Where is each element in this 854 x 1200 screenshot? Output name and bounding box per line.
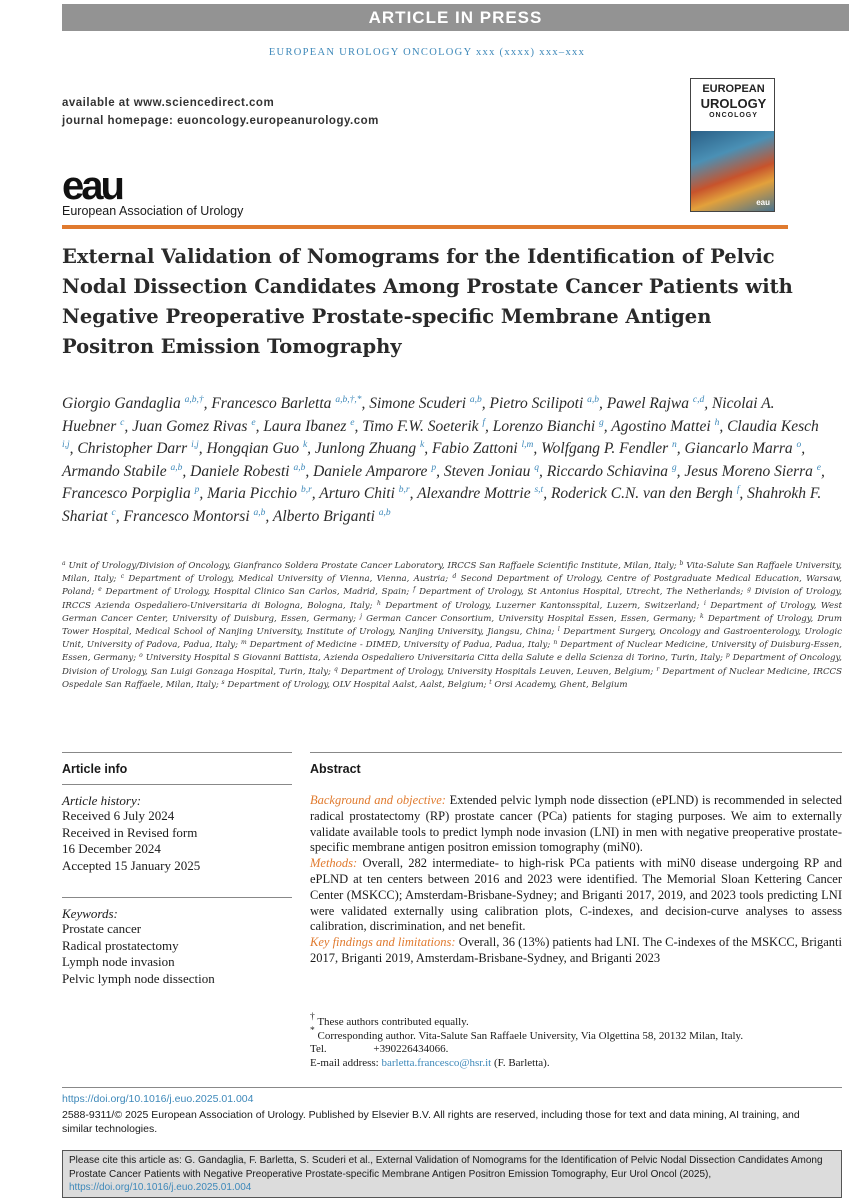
keyword: Pelvic lymph node dissection [62, 970, 215, 986]
abstract-findings [310, 935, 842, 967]
equal-contribution-mark: † [310, 1012, 315, 1022]
author [611, 418, 719, 435]
author-name: Claudia Kesch [727, 417, 819, 435]
author-name: Agostino Mattei [611, 417, 711, 435]
article-info-heading: Article info [62, 762, 128, 776]
homepage-line: journal homepage: euoncology.europeanurology.com [62, 115, 379, 127]
author-name: Steven Joniau [443, 462, 531, 480]
author-affiliation-marks: p [431, 462, 437, 473]
author-name: Maria Picchio [207, 485, 298, 503]
history-line: Received 6 July 2024 [62, 808, 175, 823]
author-name: Christopher Darr [77, 440, 188, 458]
affiliation-text: Department of Urology, West German Cancer Center, University of Duisburg, Essen, Germany; [62, 600, 842, 624]
copyright-notice: 2588-9311/© 2025 European Association of Urology. Published by Elsevier B.V. All rights are reserved, including those for text and data mining, AI training, and similar technologies. [62, 1109, 800, 1135]
affiliation-text: Department of Urology, Medical University of Vienna, Vienna, Austria; [128, 574, 449, 585]
affiliation-text: University Hospital S Giovanni Battista, Azienda Ospedaliero Universitaria Citta della Salute e della Scienza di Torino, Turin, Italy; [145, 653, 723, 664]
telephone-note: Tel. +390226434066. [310, 1043, 449, 1055]
email-link[interactable]: barletta.francesco@hsr.it [381, 1056, 492, 1069]
author-affiliation-marks: g [599, 417, 604, 428]
affiliation-key: o [139, 652, 143, 660]
author [211, 395, 361, 412]
author [124, 508, 266, 525]
affiliation-text: Department of Urology, OLV Hospital Aalst, Aalst, Belgium; [227, 679, 487, 690]
author-name: Juan Gomez Rivas [132, 417, 248, 435]
author-affiliation-marks: g [671, 462, 677, 473]
keyword: Radical prostatectomy [62, 937, 179, 953]
author-affiliation-marks: c [120, 417, 125, 428]
cover-title-line2: UROLOGY [700, 96, 767, 111]
article-history [62, 808, 200, 874]
author-affiliation-marks: l,m [521, 440, 534, 451]
author-name: Riccardo Schiavina [546, 462, 668, 480]
footnotes [310, 1012, 842, 1070]
author-affiliation-marks: n [672, 440, 677, 451]
author [417, 485, 543, 502]
author-affiliation-marks: a,b [587, 395, 600, 405]
author-affiliation-marks: e [350, 417, 355, 428]
eau-logo-text: eau [62, 166, 122, 204]
citation-box [62, 1150, 842, 1198]
author [273, 508, 391, 525]
affiliation-text: Department of Nuclear Medicine, University of Duisburg-Essen, Essen, Germany; [62, 640, 843, 664]
journal-availability [62, 94, 379, 130]
author [77, 440, 198, 457]
author-affiliation-marks: a,b,† [184, 395, 204, 405]
history-line: 16 December 2024 [62, 841, 161, 856]
affiliation-key: g [747, 586, 751, 594]
affiliation-text: Department of Urology, St Antonius Hospital, Utrecht, The Netherlands; [419, 587, 744, 598]
author [444, 463, 539, 480]
keywords-separator [62, 897, 292, 898]
author [432, 440, 533, 457]
author [684, 463, 821, 480]
author [62, 463, 182, 480]
keywords-label: Keywords: [62, 906, 118, 921]
corresponding-author-note: * Corresponding author. Vita-Salute San Raffaele University, Via Olgettina 58, 20132 Milan, Italy. [310, 1025, 744, 1042]
author-affiliation-marks: q [534, 462, 539, 473]
author-name: Daniele Robesti [190, 462, 290, 480]
affiliation-text: Orsi Academy, Ghent, Belgium [494, 679, 628, 690]
affiliation-text: Department of Urology, University Hospitals Leuven, Leuven, Belgium; [340, 666, 654, 677]
author [369, 395, 482, 412]
author-name: Francesco Montorsi [123, 507, 250, 525]
author-name: Armando Stabile [62, 462, 167, 480]
affiliation-text: Department of Medicine - DIMED, University of Padua, Padua, Italy; [249, 640, 551, 651]
author-affiliation-marks: h [714, 417, 720, 428]
author-name: Junlong Zhuang [314, 440, 417, 458]
author [315, 440, 424, 457]
equal-contribution-note: † These authors contributed equally. [310, 1012, 469, 1028]
author-affiliation-marks: f [736, 485, 740, 496]
cover-title-line3: ONCOLOGY [709, 112, 758, 119]
background-text: Extended pelvic lymph node dissection (ePLND) is recommended in selected radical prostatectomy (RP) prostate cancer (PCa) patients for staging purposes. We aim to externally validate available tools to predict lymph node invasion (LNI) in men with negative preoperative prostate-specific membrane antigen positron emission tomography (miN0). [310, 793, 843, 855]
author-name: Jesus Moreno Sierra [684, 462, 813, 480]
affiliation-text: Vita-Salute San Raffaele University, Milan, Italy; [62, 561, 843, 585]
affiliations [62, 560, 842, 692]
affiliation-key: t [489, 678, 492, 686]
affiliation-key: b [679, 560, 684, 567]
author-name: Giorgio Gandaglia [62, 395, 181, 412]
author-name: Wolfgang P. Fendler [541, 440, 669, 458]
author [132, 418, 255, 435]
author [362, 418, 485, 435]
author [607, 395, 704, 412]
author-name: Arturo Chiti [319, 485, 395, 503]
email-note: E-mail address: barletta.francesco@hsr.it (F. Barletta). [310, 1056, 550, 1069]
author-affiliation-marks: c,d [692, 395, 705, 405]
affiliation-key: a [62, 560, 66, 567]
author-name: Timo F.W. Soeterik [362, 417, 479, 435]
author-name: Pawel Rajwa [606, 395, 689, 412]
affiliation-text: Department of Urology, Luzerner Kantonsspital, Luzern, Switzerland; [385, 600, 700, 611]
author-name: Fabio Zattoni [431, 440, 518, 458]
author-affiliation-marks: f [482, 417, 486, 428]
author-affiliation-marks: i,j [191, 440, 199, 451]
author-affiliation-marks: a,b [293, 462, 306, 473]
affiliation-key: f [413, 586, 416, 594]
findings-label: Key findings and limitations: [310, 935, 456, 950]
author-affiliation-marks: o [796, 440, 802, 451]
author [62, 395, 204, 412]
affiliation-key: l [557, 626, 560, 634]
author-affiliation-marks: e [816, 462, 821, 473]
author-affiliation-marks: b,r [300, 485, 312, 496]
keyword: Lymph node invasion [62, 954, 175, 969]
affiliation-text: Department of Urology, Drum Tower Hospital, Medical School of Nanjing University, Institute of Urology, Nanjing University, Jiangsu, China; [62, 613, 842, 638]
author [541, 440, 677, 457]
abstract-heading: Abstract [310, 762, 361, 776]
affiliation-key: e [98, 586, 102, 594]
affiliation-key: r [656, 665, 660, 673]
corresponding-author-mark: * [310, 1025, 315, 1036]
author-affiliation-marks: c [111, 507, 116, 518]
author-name: Simone Scuderi [369, 395, 467, 412]
author-name: Nicolai A. Huebner [62, 395, 775, 435]
author-name: Laura Ibanez [263, 417, 347, 435]
sciencedirect-line: available at www.sciencedirect.com [62, 97, 275, 109]
background-label: Background and objective: [310, 793, 446, 807]
author-name: Alberto Briganti [272, 507, 375, 525]
author-affiliation-marks: b,r [398, 485, 410, 496]
author-affiliation-marks: a,b,†,* [335, 395, 362, 405]
header-rule [62, 225, 788, 229]
history-line: Received in Revised form [62, 824, 198, 840]
citation-text: Please cite this article as: G. Gandaglia, F. Barletta, S. Scuderi et al., External Validation of Nomograms for the Identification of Pelvic Nodal Dissection Candidates Among Prostate Cancer Patients with Negative Preoperative Prostate-specific Membrane Antigen Positron Emission Tomography, Eur Urol Oncol (2025), [69, 1155, 823, 1180]
affiliation-key: j [360, 612, 363, 620]
author-name: Daniele Amparore [313, 462, 428, 480]
affiliation-key: c [120, 573, 125, 581]
author-affiliation-marks: k [302, 440, 308, 451]
author-name: Alexandre Mottrie [417, 485, 531, 503]
affiliation-key: m [241, 639, 247, 647]
author-affiliation-marks: i,j [62, 440, 70, 451]
methods-label: Methods: [310, 856, 358, 871]
affiliation-key: n [553, 639, 558, 647]
author-affiliation-marks: a,b [378, 507, 391, 518]
footer-rule [62, 1087, 842, 1088]
author [190, 463, 305, 480]
abstract-top-rule [310, 752, 842, 753]
cover-title-line1: EUROPEAN [702, 83, 765, 95]
author-affiliation-marks: a,b [170, 462, 183, 473]
author-name: Lorenzo Bianchi [492, 417, 596, 435]
keywords-list [62, 921, 215, 987]
methods-text: Overall, 282 intermediate- to high-risk PCa patients with miN0 disease undergoing RP and ePLND at ten centers between 2016 and 2023 were identified. The Memorial Sloan Kettering Cancer Center (MSKCC); Amsterdam-Brisbane-Sydney; and Briganti 2017, 2019, and 2023 tools predicting LNI were validated externally using calibration plots, C-indexes, and decision-curve analyses to assess calibration, discrimination, and net benefit. [310, 856, 842, 934]
affiliation-key: i [703, 599, 706, 607]
affiliation-key: k [700, 612, 704, 620]
author-affiliation-marks: a,b [469, 395, 482, 405]
author-name: Giancarlo Marra [684, 440, 793, 458]
affiliation-text: Department Surgery, Oncology and Gastroenterology, Urologic Unit, University of Padova, Padua, Italy; [62, 627, 843, 651]
author [319, 485, 409, 502]
author-name: Hongqian Guo [206, 440, 300, 458]
author [490, 395, 599, 412]
author-list: Giorgio Gandaglia $^{a,b,\dagger}$, Francesco Barletta $^{a,b,\dagger,*}$, Simone Scuderi $^{a,b}$, Pietro Scilipoti $^{a,b}$, Pawel Rajwa $^{c,d}$, Nicolai A. Huebner $^c$, Juan Gomez Rivas $^e$, Laura Ibanez $^e$, Timo F.W. Soeterik $^f$, Lorenzo Bianchi $^g$, Agostino Mattei $^h$, Claudia Kesch $^{i,j}$, Christopher Darr $^{i,j}$, Hongqian Guo $^k$, Junlong Zhuang $^k$, Fabio Zattoni $^{l,m}$, Wolfgang P. Fendler $^n$, Giancarlo Marra $^o$, Armando Stabile $^{a,b}$, Daniele Robesti $^{a,b}$, Daniele Amparore $^p$, Steven Joniau $^q$, Riccardo Schiavina $^g$, Jesus Moreno Sierra $^e$, Francesco Porpiglia $^p$, Maria Picchio $^{b,r}$, Arturo Chiti $^{b,r}$, Alexandre Mottrie $^{s,t}$, Roderick C.N. van den Bergh $^f$, Shahrokh F. Shariat $^c$, Francesco Montorsi $^{a,b}$, Alberto Briganti $^{a,b}$ [62, 395, 825, 525]
article-title: External Validation of Nomograms for the Identification of Pelvic Nodal Dissection Candidates Among Prostate Cancer Patients with Negative Preoperative Prostate-specific Membrane Antigen Positron Emission Tomography [62, 245, 793, 358]
author-affiliation-marks: p [194, 485, 200, 496]
author-affiliation-marks: s,t [534, 485, 544, 496]
keyword: Prostate cancer [62, 921, 142, 936]
author-name: Roderick C.N. van den Bergh [550, 485, 733, 503]
author [685, 440, 802, 457]
doi-link[interactable]: https://doi.org/10.1016/j.euo.2025.01.004 [62, 1093, 254, 1105]
eau-logo [62, 166, 158, 204]
history-line: Accepted 15 January 2025 [62, 857, 201, 873]
journal-cover-thumbnail [690, 78, 775, 212]
society-name: European Association of Urology [62, 204, 244, 218]
article-info-separator [62, 784, 292, 785]
author-affiliation-marks: k [419, 440, 425, 451]
affiliation-key: p [725, 652, 730, 660]
affiliation-text: Second Department of Urology, Centre of Postgraduate Medical Education, Warsaw, Poland; [62, 574, 843, 598]
affiliation-text: German Cancer Consortium, University Hospital Essen, Essen, Germany; [366, 613, 696, 624]
affiliation-text: Department of Oncology, Division of Urology, San Luigi Gonzaga Hospital, Turin, Italy; [62, 653, 842, 677]
author [207, 440, 308, 457]
affiliation-text: Department of Nuclear Medicine, IRCCS Ospedale San Raffaele, Milan, Italy; [62, 666, 842, 690]
author [62, 485, 199, 502]
affiliation-text: Unit of Urology/Division of Oncology, Gianfranco Soldera Prostate Cancer Laboratory, IRCCS San Raffaele Scientific Institute, Milan, Italy; [68, 561, 677, 571]
author [263, 418, 354, 435]
author-affiliation-marks: e [251, 417, 256, 428]
affiliation-key: h [376, 599, 381, 607]
author [313, 463, 436, 480]
author [207, 485, 312, 502]
author-name: Pietro Scilipoti [489, 395, 584, 412]
affiliation-text: Division of Urology, IRCCS Azienda Ospedaliero-Universitaria di Bologna, Bologna, Italy; [62, 587, 843, 611]
abstract-methods [310, 856, 842, 935]
abstract-background [310, 793, 842, 856]
abstract-body [310, 793, 842, 967]
findings-text: Overall, 36 (13%) patients had LNI. The C-indexes of the MSKCC, Briganti 2017, Briganti 2019, Amsterdam-Brisbane-Sydney, and Briganti 2023 [310, 935, 843, 965]
affiliation-key: q [333, 665, 338, 673]
article-info-top-rule [62, 752, 292, 753]
author [493, 418, 604, 435]
author [547, 463, 677, 480]
citation-doi-link[interactable]: https://doi.org/10.1016/j.euo.2025.01.004 [69, 1182, 252, 1193]
author-name: Shahrokh F. Shariat [62, 485, 822, 525]
affiliation-text: Department of Urology, Hospital Clinico San Carlos, Madrid, Spain; [105, 587, 410, 598]
author [551, 485, 739, 502]
affiliation-key: d [452, 573, 457, 581]
article-history-label: Article history: [62, 793, 142, 808]
cover-eau-logo: eau [756, 198, 770, 207]
journal-running-header: EUROPEAN UROLOGY ONCOLOGY xxx (xxxx) xxx–xxx [268, 47, 586, 58]
author-name: Francesco Porpiglia [62, 485, 191, 503]
article-in-press-banner: ARTICLE IN PRESS [62, 4, 849, 31]
author-name: Francesco Barletta [211, 395, 332, 412]
author-affiliation-marks: a,b [253, 507, 266, 518]
affiliation-key: s [221, 678, 225, 686]
